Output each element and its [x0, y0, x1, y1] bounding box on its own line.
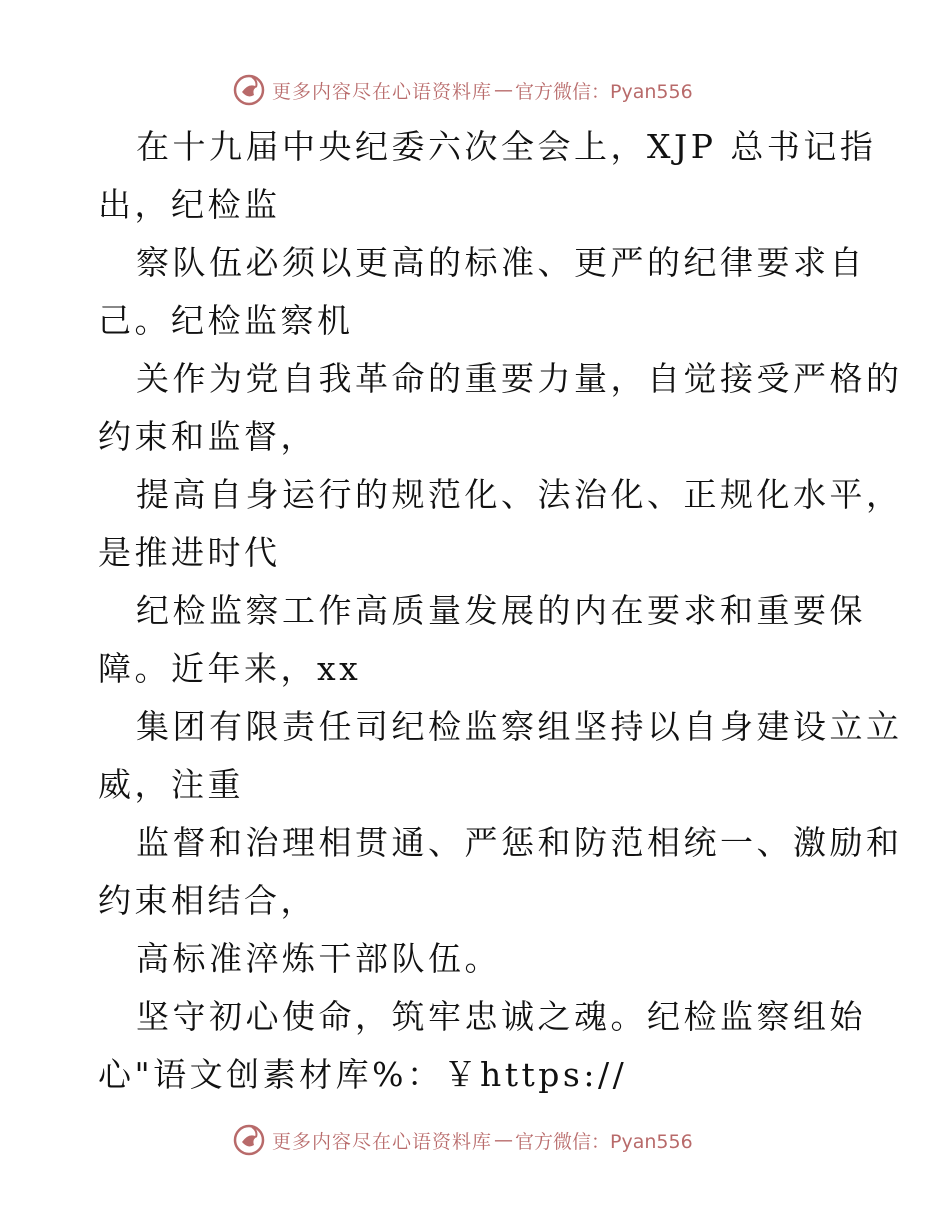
watermark-contact: 官方微信：Pyan556: [515, 1130, 693, 1153]
document-body: [98, 118, 903, 1104]
paragraph-line: 心"语文创素材库%：￥https://: [98, 1055, 628, 1094]
paragraph-line: 关作为党自我革命的重要力量，自觉接受严格的: [136, 359, 903, 398]
watermark-contact: 官方微信：Pyan556: [515, 80, 693, 103]
paragraph-line: 监督和治理相贯通、严惩和防范相统一、激励和: [136, 823, 903, 862]
flame-mouth-logo-icon: [232, 1123, 266, 1157]
watermark-text: 更多内容尽在心语资料库: [272, 80, 493, 103]
paragraph-line: 己。纪检监察机: [98, 301, 354, 340]
paragraph-line: 高标准淬炼干部队伍。: [136, 939, 501, 978]
paragraph-line: 是推进时代: [98, 533, 281, 572]
paragraph-line: 提高自身运行的规范化、法治化、正规化水平，: [136, 475, 903, 514]
flame-mouth-logo-icon: [232, 73, 266, 107]
paragraph-line: 障。近年来，xx: [98, 649, 362, 688]
paragraph-line: 威，注重: [98, 765, 244, 804]
footer-watermark: [232, 1120, 752, 1160]
watermark-text: 更多内容尽在心语资料库: [272, 1130, 493, 1153]
paragraph-line: 约束相结合，: [98, 881, 317, 920]
paragraph-line: 坚守初心使命，筑牢忠诚之魂。纪检监察组始: [136, 997, 866, 1036]
paragraph-line: 察队伍必须以更高的标准、更严的纪律要求自: [136, 243, 866, 282]
watermark-separator: —: [494, 79, 514, 101]
paragraph-line: 在十九届中央纪委六次全会上，XJP 总书记指: [136, 127, 877, 166]
paragraph-line: 集团有限责任司纪检监察组坚持以自身建设立立: [136, 707, 903, 746]
paragraph-line: 纪检监察工作高质量发展的内在要求和重要保: [136, 591, 866, 630]
watermark-separator: —: [494, 1129, 514, 1151]
paragraph-line: 出，纪检监: [98, 185, 281, 224]
paragraph-line: 约束和监督，: [98, 417, 317, 456]
header-watermark: [232, 70, 752, 110]
